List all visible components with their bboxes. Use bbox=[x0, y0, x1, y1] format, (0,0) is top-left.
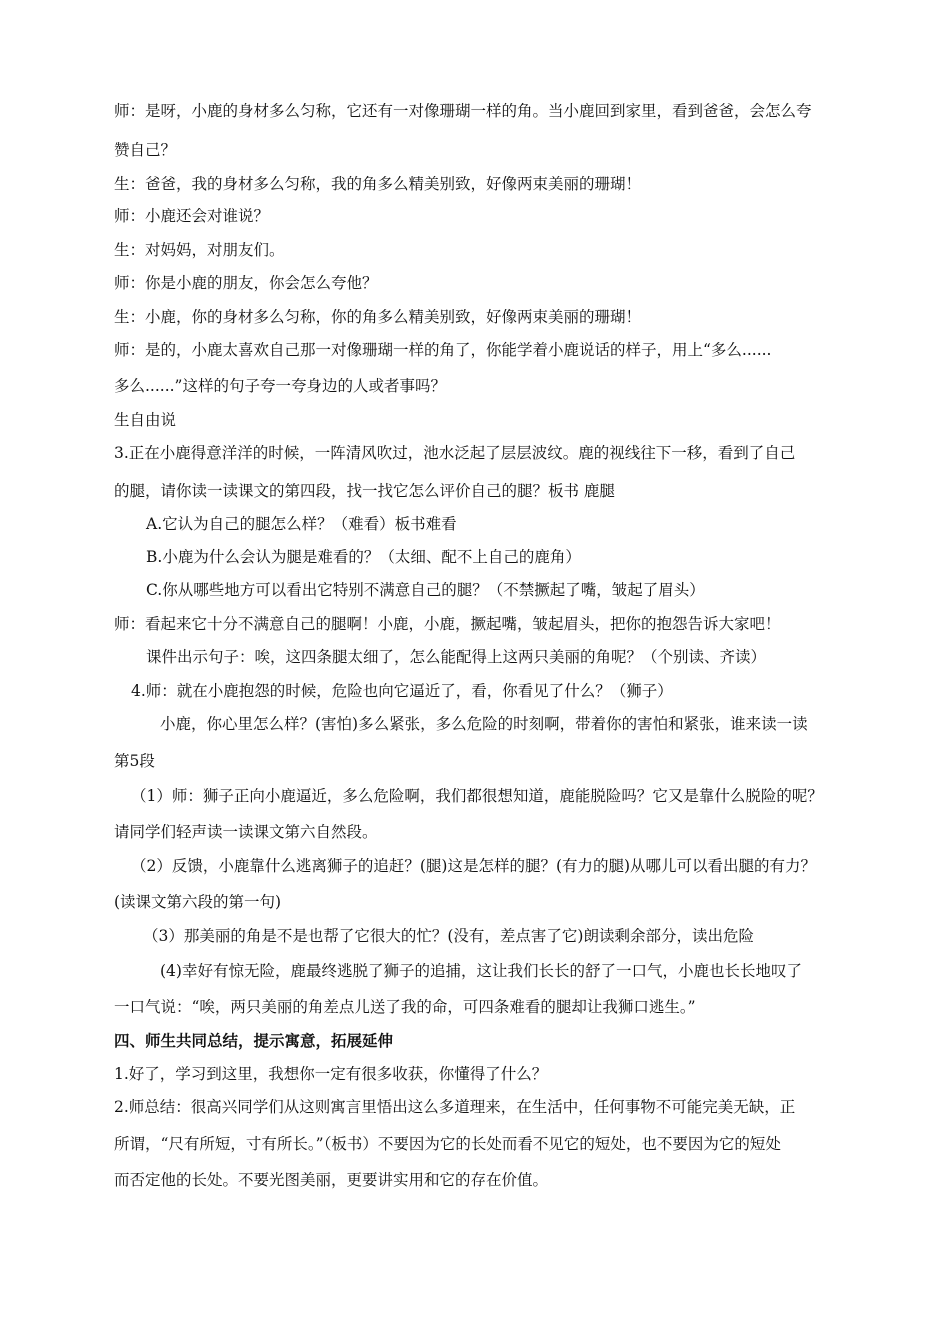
text-line: 小鹿，你心里怎么样？(害怕)多么紧张，多么危险的时刻啊，带着你的害怕和紧张，谁来读一读 bbox=[160, 715, 808, 733]
text-line: 师：你是小鹿的朋友，你会怎么夸他？ bbox=[114, 274, 378, 292]
text-line: (4)幸好有惊无险，鹿最终逃脱了狮子的追捕，这让我们长长的舒了一口气，小鹿也长长地叹了 bbox=[160, 962, 802, 980]
text-line: 师：是的，小鹿太喜欢自己那一对像珊瑚一样的角了，你能学着小鹿说话的样子，用上“多么...... bbox=[114, 341, 772, 359]
text-line: A.它认为自己的腿怎么样？（难看）板书难看 bbox=[146, 515, 457, 533]
text-line: 师：小鹿还会对谁说？ bbox=[114, 207, 270, 225]
text-line: 师：是呀，小鹿的身材多么匀称，它还有一对像珊瑚一样的角。当小鹿回到家里，看到爸爸，会怎么夸 bbox=[114, 102, 812, 120]
text-line: C.你从哪些地方可以看出它特别不满意自己的腿？（不禁撅起了嘴，皱起了眉头） bbox=[146, 581, 705, 599]
text-line: （2）反馈，小鹿靠什么逃离狮子的追赶？(腿)这是怎样的腿？(有力的腿)从哪儿可以看出腿的有力？ bbox=[131, 857, 817, 875]
text-line: 2.师总结：很高兴同学们从这则寓言里悟出这么多道理来，在生活中，任何事物不可能完美无缺，正 bbox=[114, 1098, 796, 1116]
text-line: 多么......”这样的句子夸一夸身边的人或者事吗？ bbox=[114, 377, 446, 395]
text-line: 生：爸爸，我的身材多么匀称，我的角多么精美别致，好像两束美丽的珊瑚！ bbox=[114, 175, 642, 193]
text-line: 生自由说 bbox=[114, 411, 177, 429]
text-line: B.小鹿为什么会认为腿是难看的？（太细、配不上自己的鹿角） bbox=[146, 548, 581, 566]
text-line: 一口气说：“唉，两只美丽的角差点儿送了我的命，可四条难看的腿却让我狮口逃生。” bbox=[114, 998, 696, 1016]
text-line: 而否定他的长处。不要光图美丽，更要讲实用和它的存在价值。 bbox=[114, 1171, 549, 1189]
text-line: (读课文第六段的第一句) bbox=[114, 893, 282, 911]
text-line: 生：对妈妈，对朋友们。 bbox=[114, 241, 285, 259]
text-line: 课件出示句子：唉，这四条腿太细了，怎么能配得上这两只美丽的角呢？（个别读、齐读） bbox=[146, 648, 767, 666]
text-line: 生：小鹿，你的身材多么匀称，你的角多么精美别致，好像两束美丽的珊瑚！ bbox=[114, 308, 642, 326]
section-heading: 四、师生共同总结，提示寓意，拓展延伸 bbox=[114, 1032, 394, 1050]
text-line: （3）那美丽的角是不是也帮了它很大的忙？(没有，差点害了它)朗读剩余部分，读出危险 bbox=[143, 927, 754, 945]
text-line: 赞自己？ bbox=[114, 141, 177, 159]
text-line: 请同学们轻声读一读课文第六自然段。 bbox=[114, 823, 378, 841]
text-line: 所谓，“尺有所短，寸有所长。”（板书）不要因为它的长处而看不见它的短处，也不要因为它的短处 bbox=[114, 1135, 781, 1153]
text-line: （1）师：狮子正向小鹿逼近，多么危险啊，我们都很想知道，鹿能脱险吗？它又是靠什么脱险的呢？ bbox=[131, 787, 823, 805]
text-line: 第5段 bbox=[114, 752, 155, 770]
text-line: 的腿，请你读一读课文的第四段，找一找它怎么评价自己的腿？板书 鹿腿 bbox=[114, 482, 615, 500]
text-line: 4.师：就在小鹿抱怨的时候，危险也向它逼近了，看，你看见了什么？（狮子） bbox=[131, 682, 673, 700]
text-line: 师：看起来它十分不满意自己的腿啊！小鹿，小鹿，撅起嘴，皱起眉头，把你的抱怨告诉大家吧！ bbox=[114, 615, 781, 633]
text-line: 1.好了，学习到这里，我想你一定有很多收获，你懂得了什么？ bbox=[114, 1065, 548, 1083]
text-line: 3.正在小鹿得意洋洋的时候，一阵清风吹过，池水泛起了层层波纹。鹿的视线往下一移，看到了自己 bbox=[114, 444, 796, 462]
